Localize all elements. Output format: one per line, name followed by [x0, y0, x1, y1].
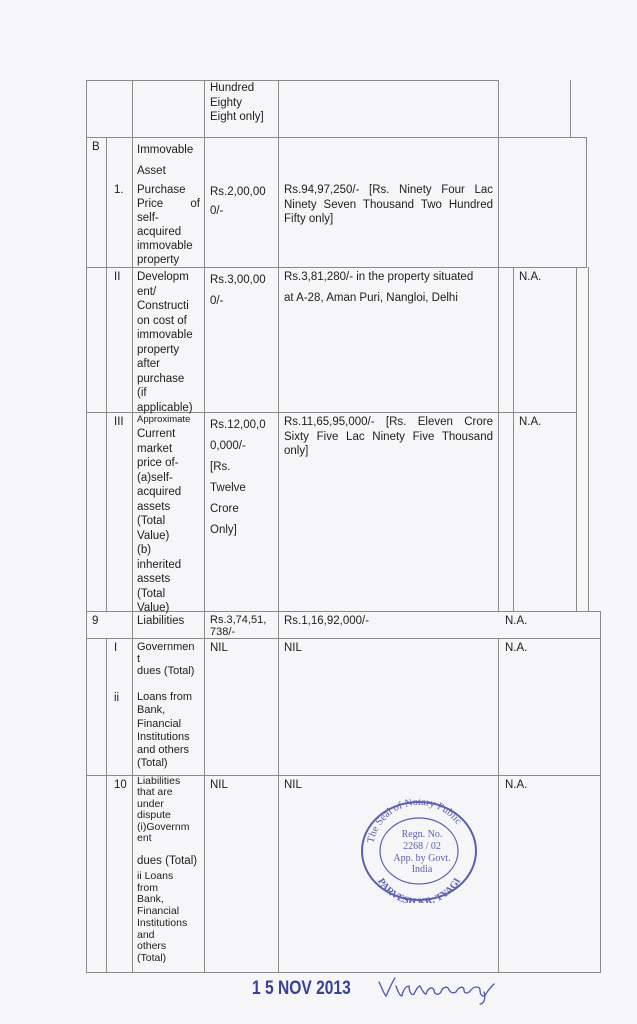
row-i-remarks: N.A. — [505, 642, 528, 654]
row-9-description: Liabilities — [137, 615, 185, 627]
row-ii-actual-value-line2: at A-28, Aman Puri, Nangloi, Delhi — [284, 292, 458, 304]
row-ii-number: II — [114, 271, 121, 283]
seal-line-2: 2268 / 02 — [403, 841, 441, 852]
row-ii-remarks: N.A. — [519, 271, 542, 283]
row-iii-number: III — [114, 416, 124, 428]
row-ii-bank-loans: Loans from Bank, Financial Institutions and others (Total) — [137, 691, 193, 770]
row-iii-remarks: N.A. — [519, 416, 542, 428]
row-iii-actual-value: Rs.11,65,95,000/- [Rs. Eleven Crore Sixty Five Lac Ninety Five Thousand only] — [284, 416, 493, 457]
row-iii-approximate-label: Approximate — [137, 414, 191, 425]
svg-text:PARVESH KR. TYAGI — [375, 876, 463, 903]
row-ii-declared-value: Rs.3,00,00 0/- — [210, 274, 266, 307]
row-10-bank-loans: ii Loans from Bank, Financial Institutions and others (Total) — [137, 870, 188, 964]
row-ii-description: Developm ent/ Constructi on cost of immovable property after purchase (if applicable) — [137, 271, 193, 414]
row-10-remarks: N.A. — [505, 779, 528, 791]
seal-line-1: Regn. No. — [401, 829, 443, 840]
row-i-actual-value: NIL — [284, 642, 302, 654]
row-9-actual-value: Rs.1,16,92,000/- — [284, 615, 370, 627]
row-10-actual-value: NIL — [284, 779, 302, 791]
seal-ring-text: The Seal of Notary Public — [365, 799, 464, 845]
handwritten-signature — [376, 974, 498, 1006]
row-b-subnumber: 1. — [114, 184, 124, 196]
row-i-government-dues: Governmen t dues (Total) — [137, 641, 195, 677]
top-cell-amount-words: Hundred Eighty Eight only] — [210, 82, 264, 123]
row-b-description: Purchase Price of self-acquired immovable property — [137, 184, 200, 266]
row-9-number: 9 — [92, 615, 99, 627]
row-ii-loans-number: ii — [114, 692, 120, 704]
notary-seal-graphic — [358, 799, 480, 903]
row-10-disputed-liabilities: Liabilities that are under dispute (i)Governm ent — [137, 775, 190, 845]
seal-line-4: India — [411, 864, 433, 875]
row-10-government-dues: dues (Total) — [137, 855, 198, 867]
seal-bottom-text: PARVESH KR. TYAGI — [375, 876, 464, 903]
signature-graphic — [376, 974, 498, 1006]
row-b-actual-value: Rs.94,97,250/- [Rs. Ninety Four Lac Ninety Seven Thousand Two Hundred Fifty only] — [284, 184, 493, 225]
row-9-remarks: N.A. — [505, 615, 528, 627]
row-10-declared-value: NIL — [210, 779, 228, 791]
row-i-number: I — [114, 642, 118, 654]
row-i-declared-value: NIL — [210, 642, 228, 654]
row-b-heading: Immovable Asset — [137, 144, 194, 177]
row-b-number: B — [92, 141, 100, 153]
row-iii-declared-value: Rs.12,00,0 0,000/- [Rs. Twelve Crore Only] — [210, 419, 266, 536]
row-9-declared-value: Rs.3,74,51, 738/- — [210, 614, 267, 638]
seal-line-3: App. by Govt. — [393, 853, 451, 864]
row-10-number: 10 — [114, 779, 127, 791]
notary-seal — [358, 799, 480, 903]
row-iii-description: Current market price of- (a)self- acquired assets (Total Value) (b) inherited assets (Total Value) — [137, 428, 182, 614]
row-b-declared-value: Rs.2,00,00 0/- — [210, 186, 266, 217]
date-stamp: 1 5 NOV 2013 — [252, 978, 351, 999]
row-ii-actual-value-line1: Rs.3,81,280/- in the property situated — [284, 271, 474, 283]
